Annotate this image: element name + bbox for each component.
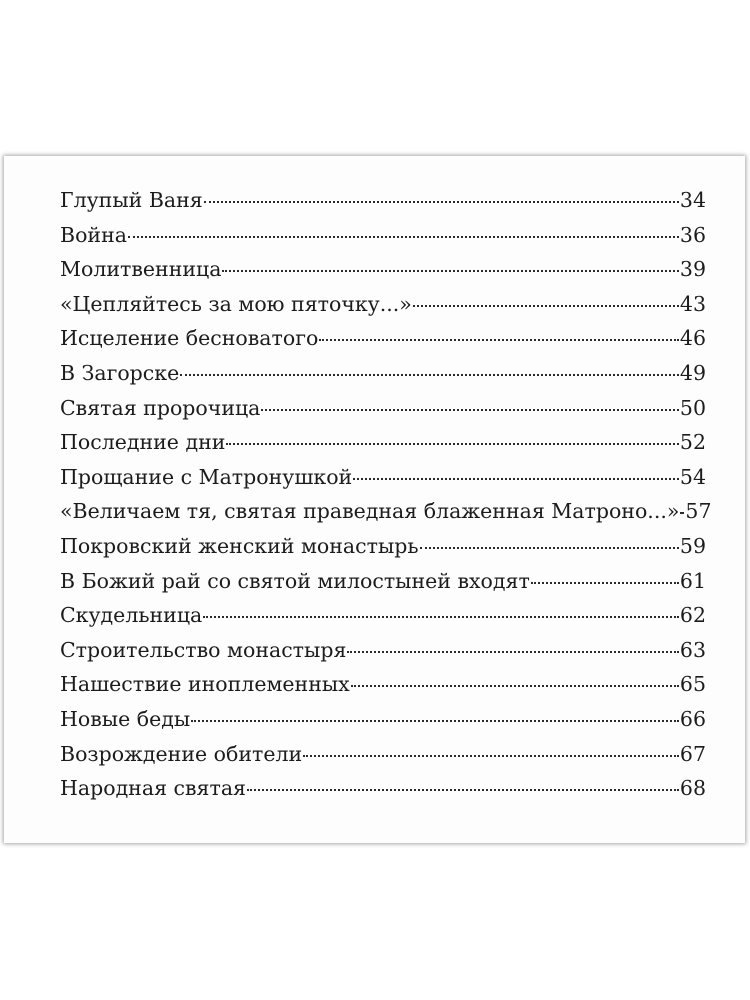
toc-entry-page: 66 xyxy=(679,706,706,731)
toc-entry-page: 57 xyxy=(685,499,712,524)
toc-entry-title: Новые беды xyxy=(60,706,191,731)
toc-entry-title: Последние дни xyxy=(60,430,226,455)
toc-entry-title: Строительство монастыря xyxy=(60,637,347,662)
toc-entry-title: Народная святая xyxy=(60,776,246,801)
toc-entry-title: Возрождение обители xyxy=(60,741,303,766)
toc-entry xyxy=(60,326,706,361)
toc-dot-leader xyxy=(128,236,679,238)
toc-dot-leader xyxy=(531,582,679,584)
toc-entry xyxy=(60,707,706,742)
toc-dot-leader xyxy=(413,305,679,307)
toc-entry-page: 49 xyxy=(679,360,706,385)
toc-entry-title: Скудельница xyxy=(60,603,203,628)
toc-dot-leader xyxy=(680,512,684,514)
toc-entry-page: 50 xyxy=(679,395,706,420)
toc-entry xyxy=(60,742,706,777)
toc-entry xyxy=(60,430,706,465)
toc-dot-leader xyxy=(204,201,679,203)
toc-entry-title: Покровский женский монастырь xyxy=(60,533,419,558)
toc-dot-leader xyxy=(319,339,679,341)
toc-entry xyxy=(60,672,706,707)
toc-entry-page: 36 xyxy=(679,222,706,247)
toc-entry-page: 61 xyxy=(679,568,706,593)
toc-entry xyxy=(60,188,706,223)
toc-dot-leader xyxy=(420,547,679,549)
toc-entry xyxy=(60,292,706,327)
toc-entry-page: 65 xyxy=(679,672,706,697)
toc-entry-title: Война xyxy=(60,222,127,247)
toc-dot-leader xyxy=(303,755,679,757)
toc-entry-page: 62 xyxy=(679,603,706,628)
toc-entry-title: «Цепляйтесь за мою пяточку...» xyxy=(60,291,412,316)
toc-entry-page: 63 xyxy=(679,637,706,662)
toc-dot-leader xyxy=(203,616,679,618)
toc-entry xyxy=(60,465,706,500)
toc-entry-page: 34 xyxy=(679,188,706,212)
toc-dot-leader xyxy=(261,409,679,411)
toc-entry-page: 54 xyxy=(679,464,706,489)
toc-entry xyxy=(60,223,706,258)
toc-entry-title: Святая пророчица xyxy=(60,395,261,420)
toc-entry-page: 39 xyxy=(679,257,706,282)
toc-entry xyxy=(60,638,706,673)
toc-entry-title: «Величаем тя, святая праведная блаженная Матроно...» xyxy=(60,499,680,524)
toc-dot-leader xyxy=(180,374,679,376)
toc-entry-title: Нашествие иноплеменных xyxy=(60,672,350,697)
toc-entry xyxy=(60,534,706,569)
toc-entry-title: Исцеление бесноватого xyxy=(60,326,319,351)
toc-entry xyxy=(60,603,706,638)
toc-entry-title: Прощание с Матронушкой xyxy=(60,464,353,489)
toc-entry-page: 59 xyxy=(679,533,706,558)
toc-entry-page: 52 xyxy=(679,430,706,455)
toc-entry-title: В Загорске xyxy=(60,360,180,385)
table-of-contents xyxy=(60,188,712,811)
toc-entry xyxy=(60,257,706,292)
toc-dot-leader xyxy=(351,685,679,687)
toc-entry xyxy=(60,361,706,396)
toc-entry-title: Глупый Ваня xyxy=(60,188,203,212)
toc-dot-leader xyxy=(353,478,679,480)
toc-dot-leader xyxy=(191,720,679,722)
toc-dot-leader xyxy=(222,270,678,272)
toc-entry xyxy=(60,776,706,811)
toc-dot-leader xyxy=(247,789,679,791)
toc-entry xyxy=(60,569,706,604)
toc-entry xyxy=(60,499,712,534)
toc-entry xyxy=(60,396,706,431)
toc-entry-page: 46 xyxy=(679,326,706,351)
toc-dot-leader xyxy=(347,651,679,653)
toc-entry-page: 67 xyxy=(679,741,706,766)
toc-entry-page: 68 xyxy=(679,776,706,801)
toc-entry-title: Молитвенница xyxy=(60,257,222,282)
toc-entry-title: В Божий рай со святой милостыней входят xyxy=(60,568,530,593)
toc-entry-page: 43 xyxy=(679,291,706,316)
toc-dot-leader xyxy=(226,443,679,445)
